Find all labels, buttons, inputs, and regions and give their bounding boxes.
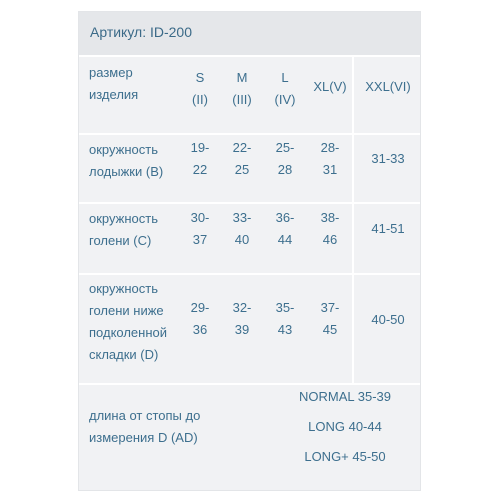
- below-knee-s: 29- 36: [190, 300, 210, 337]
- below-knee-m: 32- 39: [232, 300, 252, 337]
- size-m: M (III): [232, 70, 252, 107]
- ankle-m: 22- 25: [232, 140, 252, 177]
- size-chart-card: [78, 11, 421, 491]
- article-title: Артикул: ID-200: [90, 24, 192, 40]
- calf-xxl: 41-51: [371, 221, 405, 236]
- size-l: L (IV): [274, 70, 296, 107]
- below-knee-xl: 37- 45: [320, 300, 340, 337]
- row-divider: [79, 273, 420, 275]
- size-xxl: XXL(VI): [365, 79, 411, 94]
- below-knee-label: окружность голени ниже подколенной складки (D): [89, 281, 168, 362]
- row-divider: [79, 133, 420, 135]
- ankle-xxl: 31-33: [371, 151, 405, 166]
- calf-l: 36- 44: [275, 210, 295, 247]
- row-divider: [79, 202, 420, 204]
- length-normal: NORMAL 35-39: [299, 389, 391, 404]
- size-label: размер изделия: [89, 65, 139, 102]
- ankle-s: 19- 22: [190, 140, 210, 177]
- article-header: [79, 12, 420, 57]
- calf-xl: 38- 46: [320, 210, 340, 247]
- below-knee-xxl: 40-50: [371, 312, 405, 327]
- calf-label: окружность голени (C): [89, 211, 158, 248]
- calf-m: 33- 40: [232, 210, 252, 247]
- length-label: длина от стопы до измерения D (AD): [89, 408, 201, 445]
- ankle-l: 25- 28: [275, 140, 295, 177]
- length-long: LONG 40-44: [308, 419, 382, 434]
- length-long-plus: LONG+ 45-50: [304, 449, 386, 464]
- calf-s: 30- 37: [190, 210, 210, 247]
- size-xl: XL(V): [313, 79, 347, 94]
- row-divider: [79, 383, 420, 385]
- size-s: S (II): [192, 70, 208, 107]
- ankle-xl: 28- 31: [320, 140, 340, 177]
- below-knee-l: 35- 43: [275, 300, 295, 337]
- ankle-label: окружность лодыжки (B): [89, 142, 164, 179]
